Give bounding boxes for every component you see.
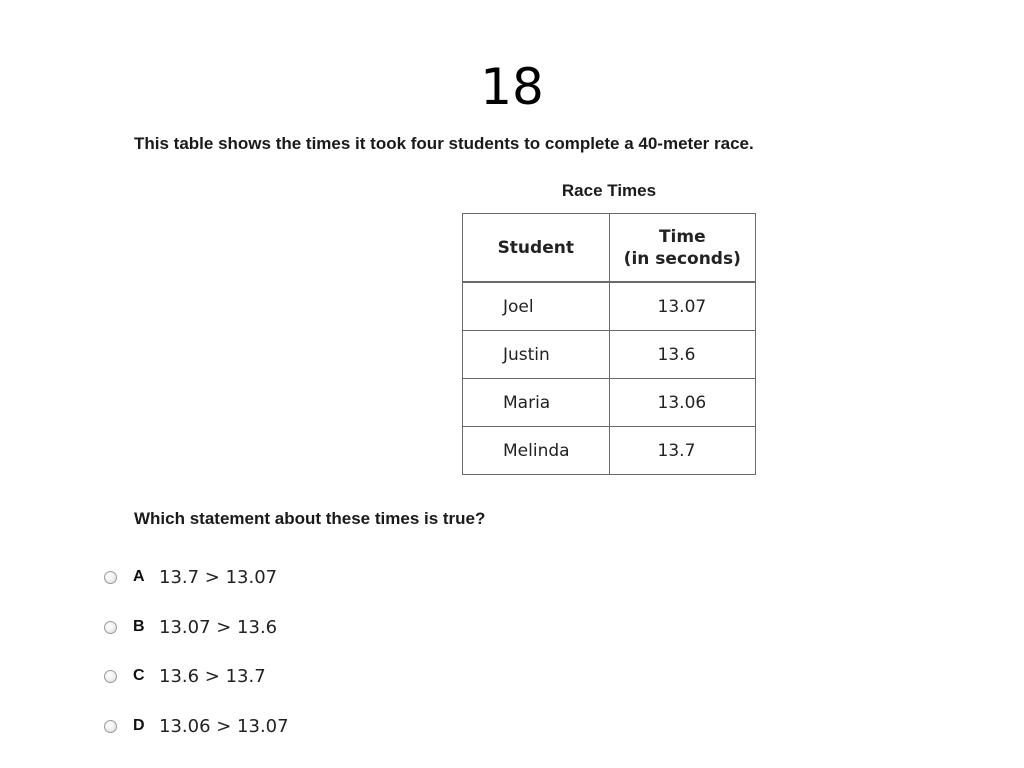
radio-button-icon[interactable] [104, 621, 117, 634]
table-row [463, 427, 756, 475]
student-column-header: Student [463, 214, 610, 283]
radio-button-icon[interactable] [104, 571, 117, 584]
student-name-cell: Maria [463, 379, 610, 427]
student-name-cell: Justin [463, 331, 610, 379]
radio-button-icon[interactable] [104, 720, 117, 733]
choice-expression: 13.07 > 13.6 [159, 616, 278, 638]
time-cell: 13.6 [609, 331, 755, 379]
time-cell: 13.07 [609, 282, 755, 331]
student-name-cell: Melinda [463, 427, 610, 475]
time-column-header [609, 214, 755, 283]
time-header-line2: (in seconds) [623, 248, 741, 269]
table-row [463, 379, 756, 427]
question-text: Which statement about these times is true? [134, 509, 486, 528]
choice-d[interactable] [104, 714, 289, 738]
choice-expression: 13.6 > 13.7 [159, 665, 266, 687]
choice-letter: D [133, 717, 145, 734]
choice-expression: 13.7 > 13.07 [159, 566, 278, 588]
table-caption: Race Times [561, 181, 657, 200]
choice-c[interactable] [104, 664, 266, 688]
time-header-line1: Time [658, 226, 706, 247]
table-header-row [463, 214, 756, 283]
table-row [463, 331, 756, 379]
radio-button-icon[interactable] [104, 670, 117, 683]
choice-expression: 13.06 > 13.07 [159, 715, 289, 737]
time-cell: 13.7 [609, 427, 755, 475]
time-cell: 13.06 [609, 379, 755, 427]
choice-a[interactable] [104, 565, 277, 589]
race-times-table [462, 213, 756, 475]
table-row [463, 282, 756, 331]
student-name-cell: Joel [463, 282, 610, 331]
slide-number: 18 [480, 58, 544, 116]
choice-b[interactable] [104, 615, 277, 639]
choice-letter: B [133, 618, 145, 635]
choice-letter: C [133, 667, 145, 684]
question-prompt: This table shows the times it took four students to complete a 40-meter race. [134, 134, 754, 153]
choice-letter: A [133, 568, 145, 585]
